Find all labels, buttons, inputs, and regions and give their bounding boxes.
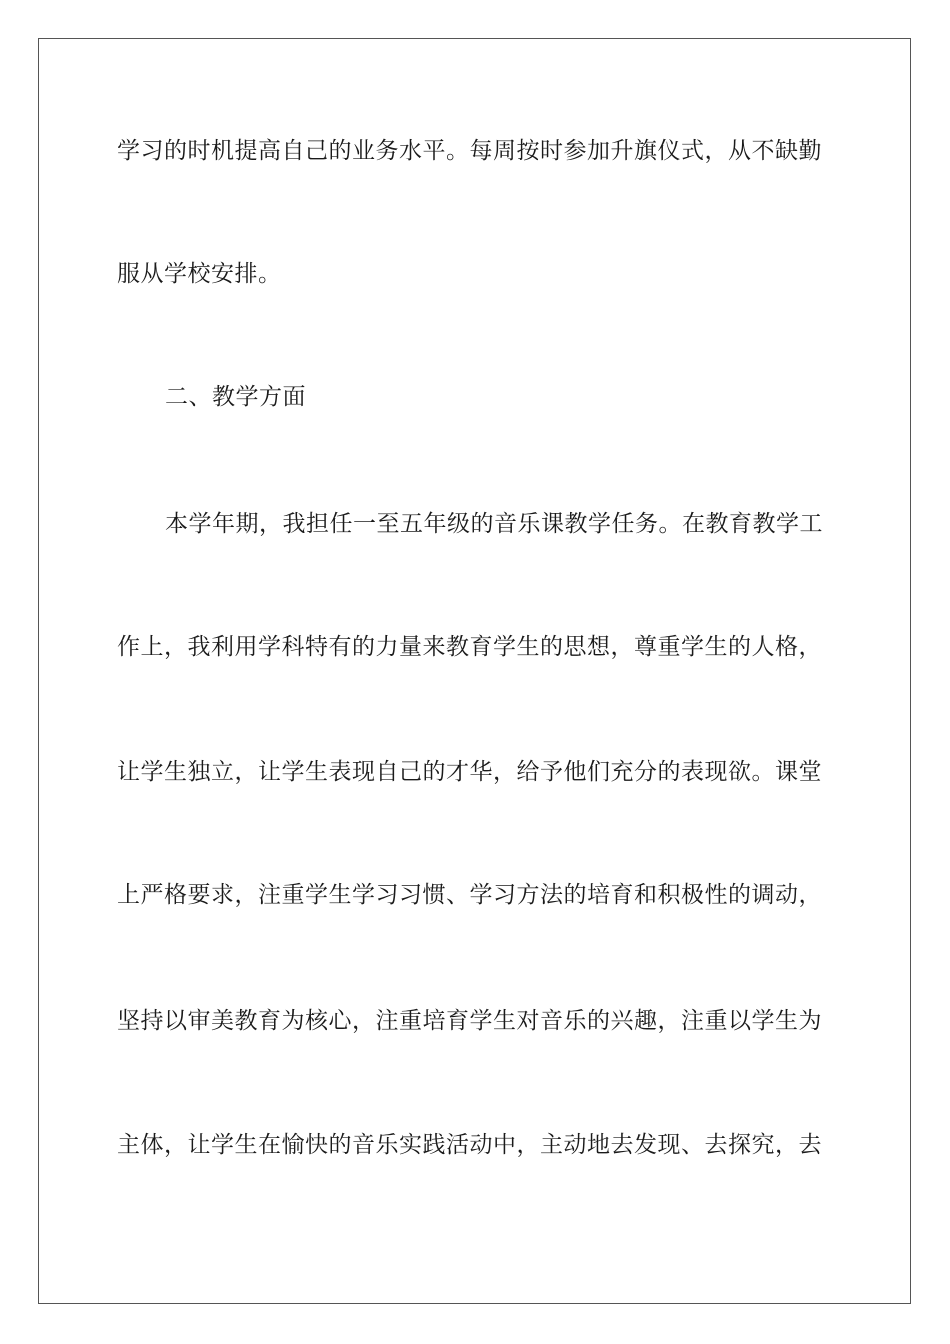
paragraph-line-1: 学习的时机提高自己的业务水平。每周按时参加升旗仪式，从不缺勤: [117, 138, 822, 164]
paragraph-line-3: 本学年期，我担任一至五年级的音乐课教学任务。在教育教学工: [165, 511, 823, 537]
paragraph-line-8: 主体，让学生在愉快的音乐实践活动中，主动地去发现、去探究，去: [117, 1132, 822, 1158]
paragraph-line-7: 坚持以审美教育为核心，注重培育学生对音乐的兴趣，注重以学生为: [117, 1008, 822, 1034]
page-border: [38, 38, 911, 1304]
paragraph-line-2: 服从学校安排。: [117, 261, 282, 287]
paragraph-line-5: 让学生独立，让学生表现自己的才华，给予他们充分的表现欲。课堂: [117, 759, 822, 785]
section-heading: 二、教学方面: [165, 384, 306, 410]
paragraph-line-6: 上严格要求，注重学生学习习惯、学习方法的培育和积极性的调动，: [117, 882, 822, 908]
paragraph-line-4: 作上，我利用学科特有的力量来教育学生的思想，尊重学生的人格，: [117, 634, 822, 660]
